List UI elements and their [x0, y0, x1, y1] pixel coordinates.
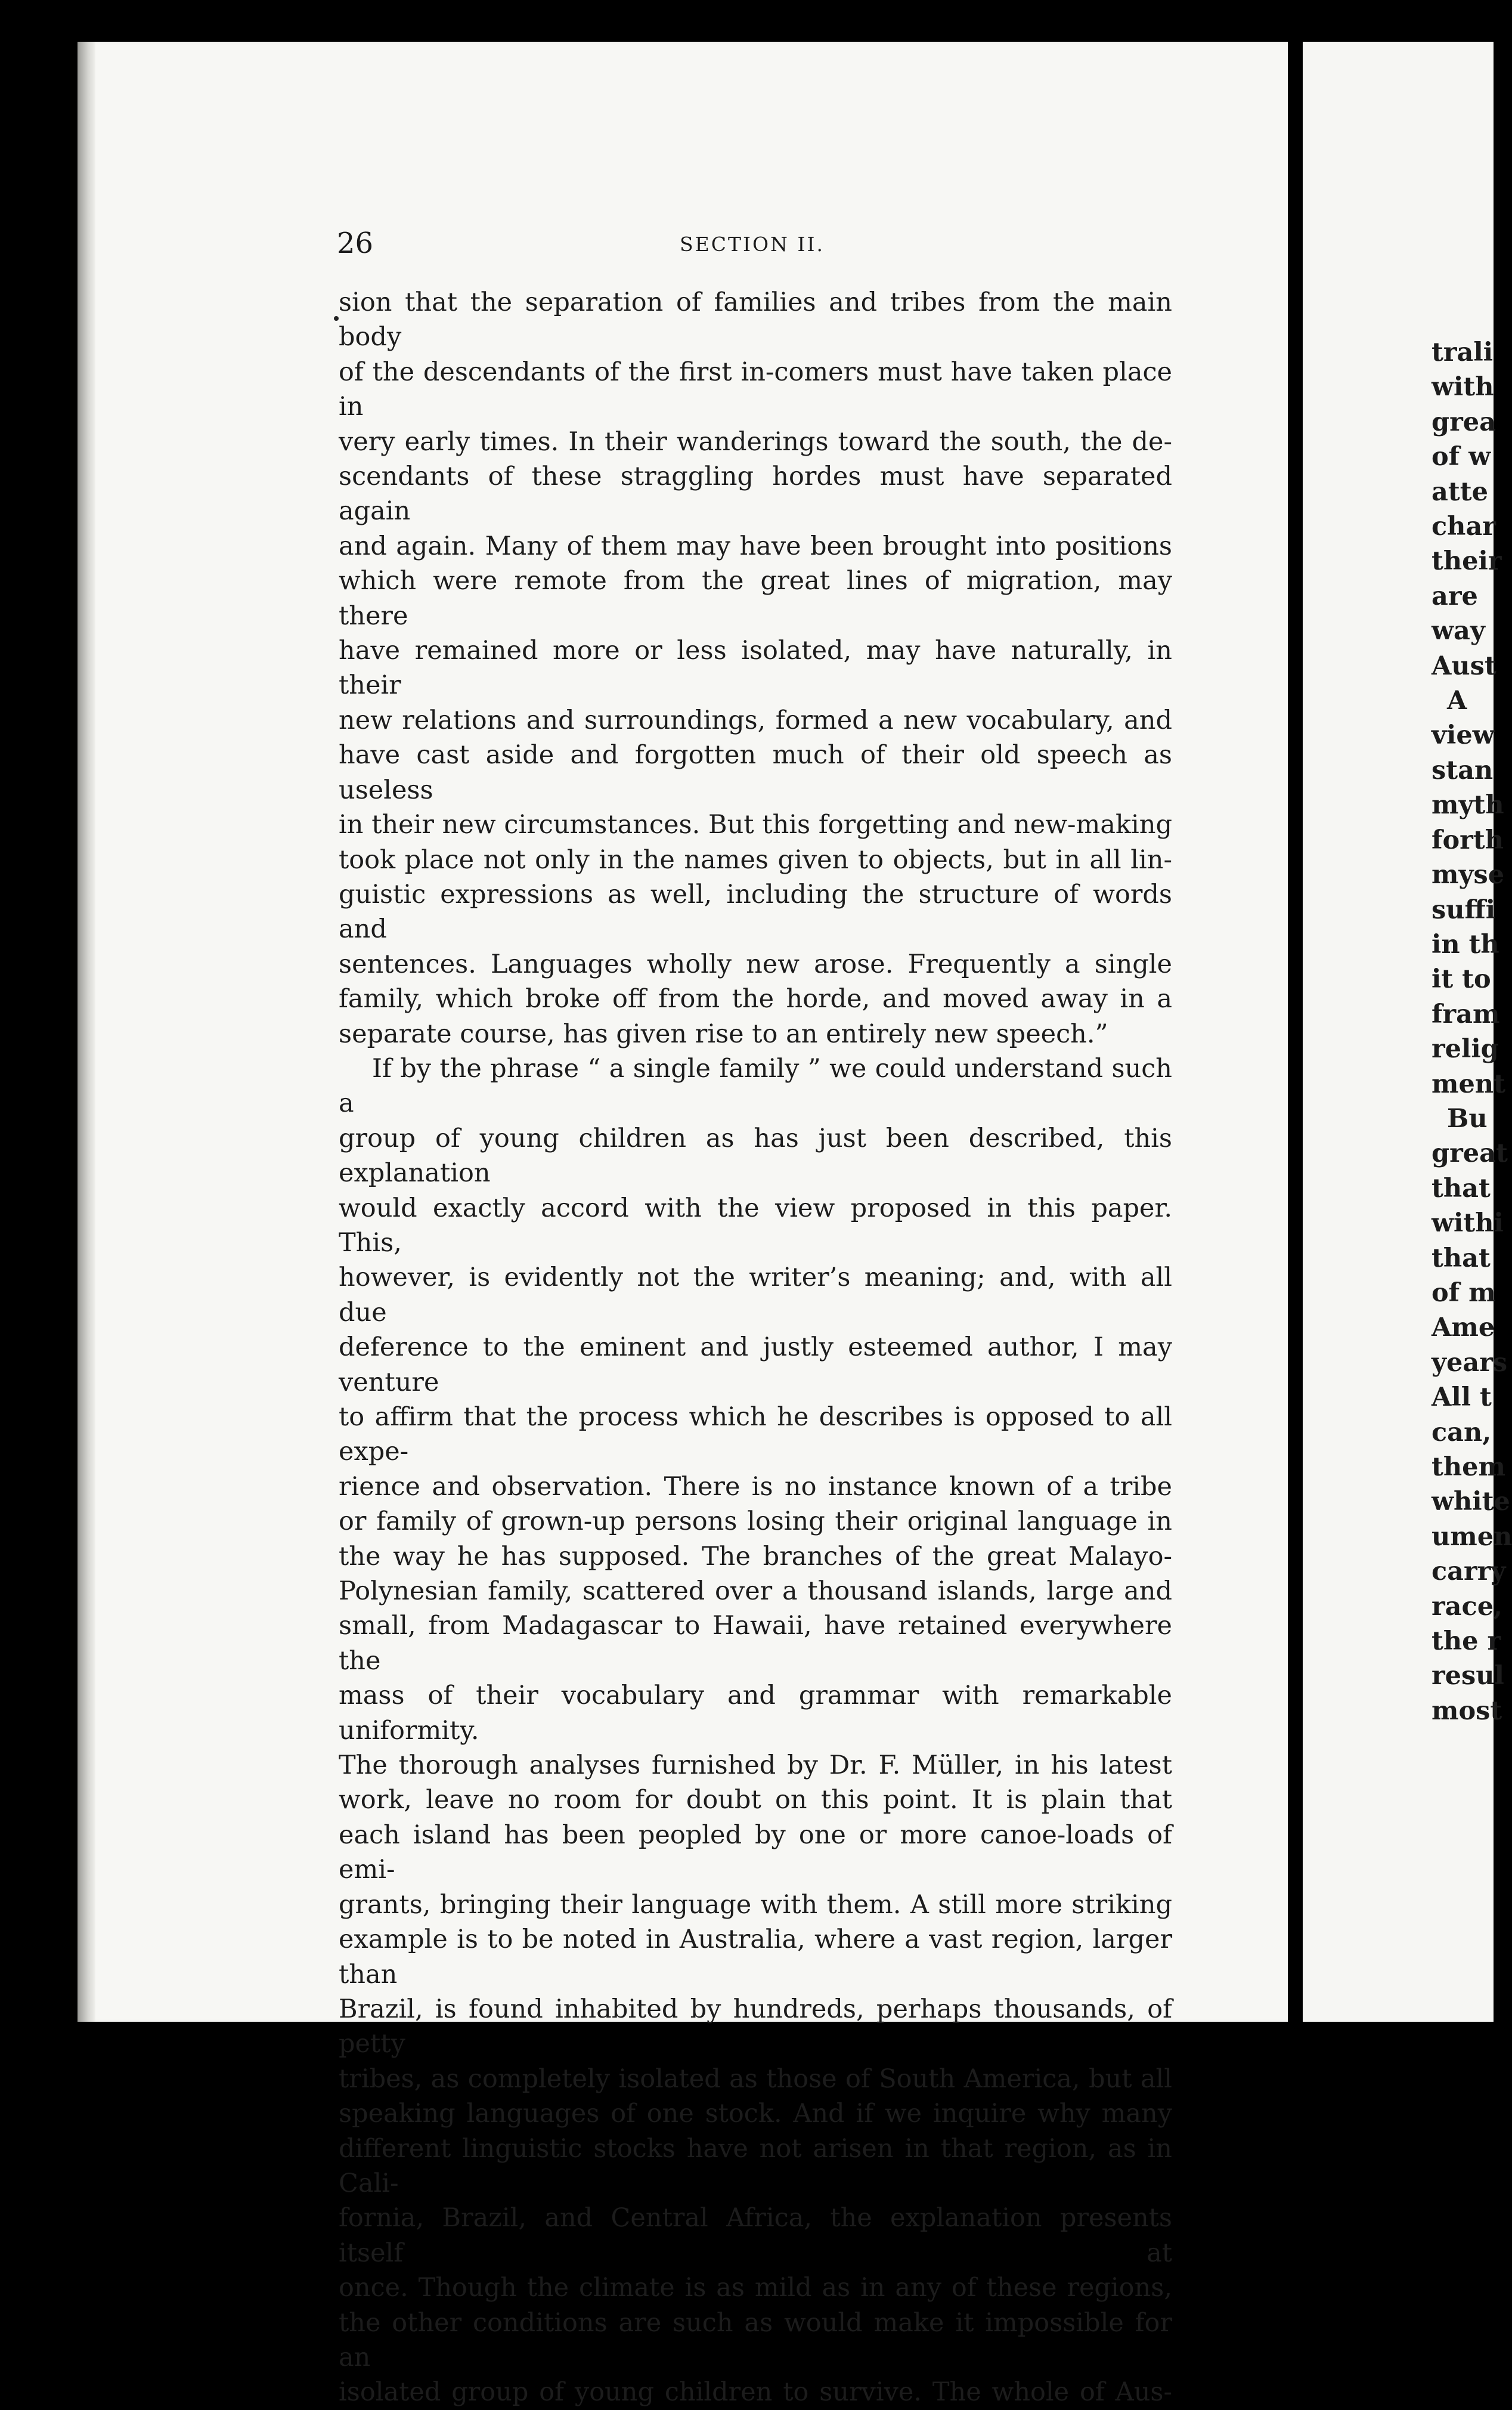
ink-speck — [334, 316, 339, 321]
text-line: have cast aside and forgotten much of their old speech as useless — [339, 740, 1172, 805]
text-fragment: of w — [1432, 442, 1491, 472]
text-line: Polynesian family, scattered over a thousand islands, large and — [339, 1576, 1172, 1607]
text-fragment: white — [1432, 1487, 1510, 1517]
text-line: once. Though the climate is as mild as in any of these regions, — [339, 2273, 1172, 2303]
text-line: The thorough analyses furnished by Dr. F. Müller, in his latest — [339, 1750, 1172, 1781]
text-line: small, from Madagascar to Hawaii, have retained everywhere the — [339, 1611, 1172, 1676]
text-line: If by the phrase “ a single family ” we could understand such a — [339, 1053, 1172, 1119]
body-text — [339, 285, 1172, 2410]
text-fragment: it to — [1432, 964, 1491, 995]
text-line: in their new circumstances. But this forgetting and new-making — [339, 810, 1172, 840]
text-line: however, is evidently not the writer’s meaning; and, with all due — [339, 1263, 1172, 1328]
text-line: took place not only in the names given to objects, but in all lin- — [339, 844, 1172, 875]
text-fragment: grea — [1432, 407, 1496, 437]
text-fragment: the r — [1432, 1626, 1501, 1657]
text-fragment: relig — [1432, 1034, 1499, 1065]
text-fragment: are — [1432, 581, 1478, 611]
text-line: deference to the eminent and justly esteemed author, I may venture — [339, 1332, 1172, 1397]
text-fragment: atte — [1432, 477, 1488, 507]
text-line: Brazil, is found inhabited by hundreds, perhaps thousands, of petty — [339, 1994, 1172, 2059]
text-fragment: myse — [1432, 860, 1505, 890]
text-line: each island has been peopled by one or more canoe-loads of emi- — [339, 1820, 1172, 1885]
text-fragment: trali — [1432, 338, 1494, 367]
right-page — [1303, 42, 1512, 2022]
text-fragment: forth — [1432, 825, 1504, 855]
text-line: the other conditions are such as would make it impossible for an — [339, 2307, 1172, 2372]
text-fragment: can, — [1432, 1417, 1492, 1447]
text-line: new relations and surroundings, formed a new vocabulary, and — [339, 705, 1172, 735]
text-fragment: race, — [1432, 1591, 1503, 1622]
text-fragment: in th — [1432, 929, 1499, 960]
text-fragment: great — [1432, 1139, 1508, 1169]
text-fragment: suffi — [1432, 895, 1496, 925]
page-header — [337, 227, 1172, 274]
text-line: grants, bringing their language with them. A still more striking — [339, 1889, 1172, 1920]
text-fragment: resul — [1432, 1661, 1504, 1691]
text-line: group of young children as has just been described, this explanation — [339, 1123, 1172, 1189]
text-line: mass of their vocabulary and grammar with remarkable uniformity. — [339, 1681, 1172, 1746]
text-line: family, which broke off from the horde, and moved away in a — [339, 984, 1172, 1014]
text-fragment: Ame — [1432, 1313, 1495, 1343]
text-fragment: that — [1432, 1243, 1491, 1273]
text-fragment: that — [1432, 1173, 1491, 1204]
text-line: sion that the separation of families and tribes from the main body — [339, 287, 1172, 352]
text-line: guistic expressions as well, including the structure of words and — [339, 879, 1172, 945]
text-line: fornia, Brazil, and Central Africa, the explanation presents itself at — [339, 2203, 1172, 2268]
text-fragment: way — [1432, 616, 1485, 646]
text-line: of the descendants of the first in-comers must have taken place in — [339, 357, 1172, 422]
text-line: work, leave no room for doubt on this point. It is plain that — [339, 1785, 1172, 1815]
text-line: have remained more or less isolated, may have naturally, in their — [339, 636, 1172, 701]
text-line: very early times. In their wanderings toward the south, the de- — [339, 426, 1172, 457]
scan-background-top — [0, 0, 1488, 42]
text-line: separate course, has given rise to an entirely new speech.” — [339, 1019, 1108, 1049]
text-fragment: Bu — [1447, 1103, 1488, 1134]
text-line: or family of grown-up persons losing their original language in — [339, 1506, 1172, 1537]
text-line: to affirm that the process which he describes is opposed to all expe- — [339, 1402, 1172, 1467]
text-fragment: carry — [1432, 1557, 1506, 1587]
text-fragment: with — [1432, 372, 1494, 403]
text-line: which were remote from the great lines of migration, may there — [339, 566, 1172, 631]
page-spine-edge — [78, 42, 95, 2022]
text-fragment: fram — [1432, 999, 1500, 1029]
text-fragment: view — [1432, 720, 1495, 751]
text-line: tribes, as completely isolated as those of South America, but all — [339, 2063, 1172, 2094]
text-fragment: All t — [1432, 1382, 1492, 1413]
text-line: different linguistic stocks have not arisen in that region, as in Cali- — [339, 2133, 1172, 2198]
text-fragment: them — [1432, 1452, 1505, 1482]
right-page-text — [1432, 335, 1512, 1728]
text-fragment: of m — [1432, 1277, 1496, 1308]
text-fragment: withi — [1432, 1208, 1504, 1239]
text-fragment: char — [1432, 512, 1496, 542]
text-line: example is to be noted in Australia, where a vast region, larger than — [339, 1925, 1172, 1990]
text-fragment: years — [1432, 1347, 1508, 1378]
text-line: rience and observation. There is no instance known of a tribe — [339, 1471, 1172, 1502]
text-fragment: ment — [1432, 1069, 1505, 1099]
text-fragment: myth — [1432, 790, 1504, 821]
running-head: SECTION II. — [680, 233, 825, 256]
text-fragment: stan — [1432, 755, 1494, 785]
text-fragment: Aust — [1432, 651, 1496, 681]
page-number: 26 — [337, 227, 374, 260]
text-fragment: their — [1432, 546, 1502, 577]
text-fragment: most — [1432, 1696, 1502, 1726]
text-line: and again. Many of them may have been brought into positions — [339, 531, 1172, 561]
text-line: sentences. Languages wholly new arose. Frequently a single — [339, 949, 1172, 979]
text-line: scendants of these straggling hordes must have separated again — [339, 462, 1172, 527]
text-fragment: A — [1447, 686, 1467, 716]
text-line: isolated group of young children to survive. The whole of Aus- — [339, 2377, 1172, 2408]
text-line: would exactly accord with the view proposed in this paper. This, — [339, 1193, 1172, 1258]
text-line: speaking languages of one stock. And if we inquire why many — [339, 2099, 1172, 2129]
text-line: the way he has supposed. The branches of the great Malayo- — [339, 1541, 1172, 1571]
text-fragment: umen — [1432, 1521, 1512, 1552]
